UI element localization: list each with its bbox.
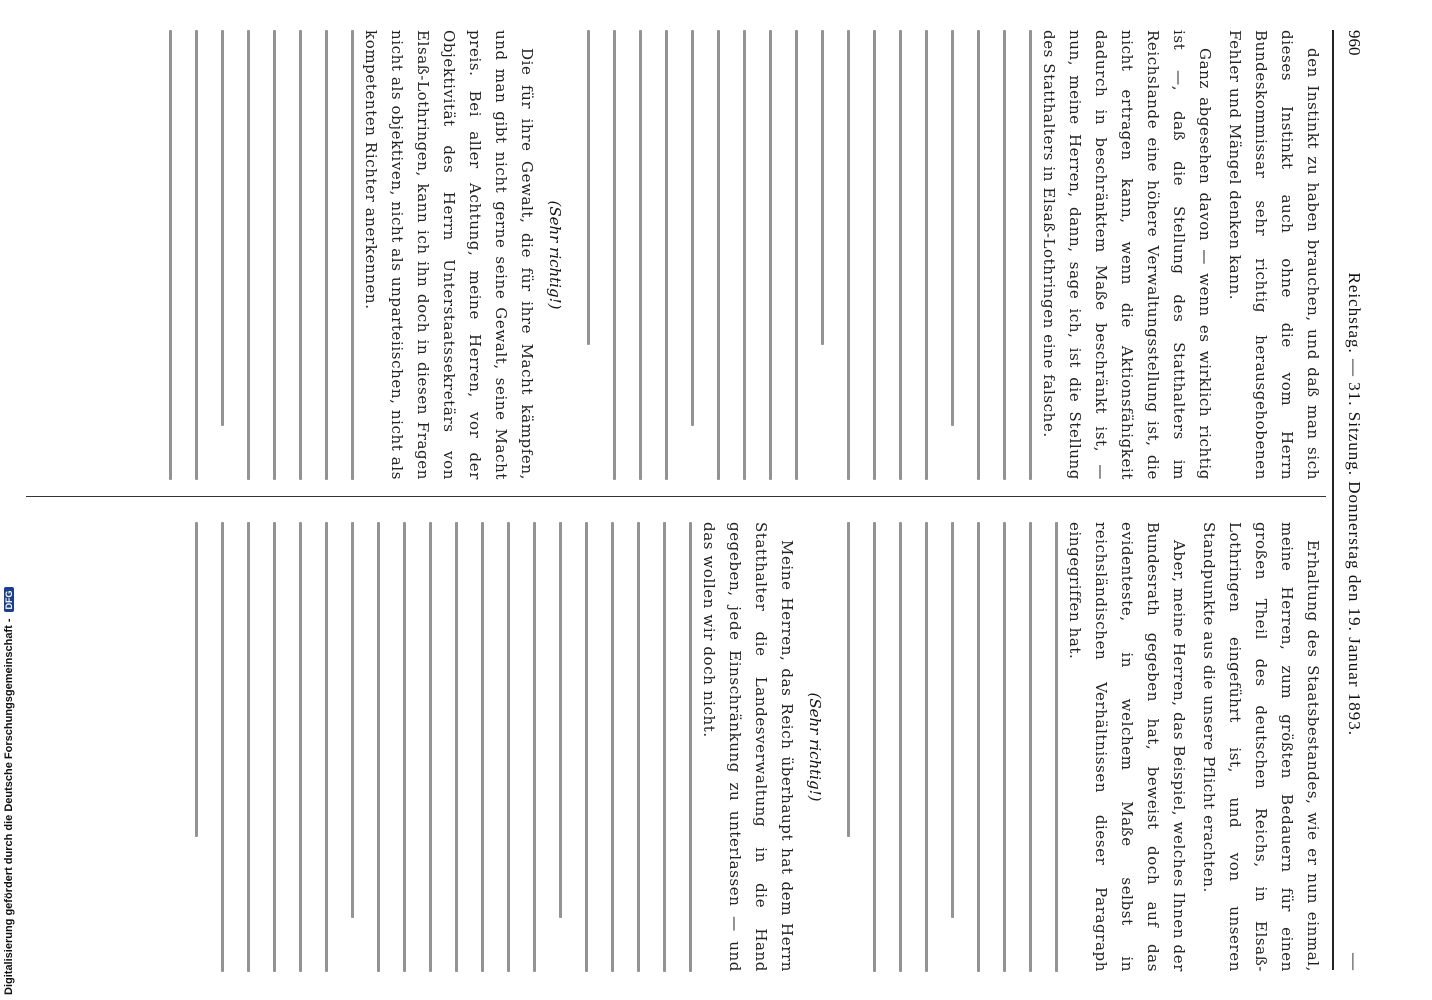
text-line [587, 30, 590, 345]
left-remark: (Sehr richtig!) [546, 200, 564, 310]
text-line [691, 30, 694, 426]
text-line [977, 522, 980, 972]
right-column [26, 522, 1326, 972]
column-divider [26, 496, 1326, 497]
running-title: Reichstag. — 31. Sitzung. Donnerstag den 19. Januar 1893. [1345, 272, 1364, 736]
right-text-lines [847, 522, 1058, 972]
text-line [951, 522, 954, 918]
text-line [899, 522, 902, 972]
text-line [403, 522, 406, 972]
text-line [899, 30, 902, 480]
text-line [977, 30, 980, 480]
text-line [585, 522, 588, 972]
left-paragraph-2: Ganz abgesehen davon — wenn es wirklich richtig ist —, daß die Stellung des Statthalters im Reichslande eine höhere Verwaltungsstellung ist, die nicht ertragen kann, wenn die Aktionsfähigkeit dadurch in beschränktem Maße beschränkt ist, — nun, meine Herren, dann, sage ich, ist die Stellung des Statthalters in Elsaß-Lothringen eine falsche. [1040, 30, 1214, 480]
text-line [1003, 30, 1006, 480]
text-line [665, 30, 668, 480]
text-line [247, 522, 250, 972]
right-paragraph-2: Aber, meine Herren, das Beispiel, welches Ihnen der Bundesrath gegeben hat, beweist doch auf das evidenteste, in welchem Maße selbst in reichsländischen Verhältnissen dieser Paragraph eingegriffen hat. [1066, 522, 1188, 972]
digitization-sidebar [0, 0, 22, 1000]
text-line [299, 30, 302, 480]
digitization-credit-text: Digitalisierung gefördert durch die Deutsche Forschungsgemeinschaft - [3, 618, 15, 995]
text-line [559, 522, 562, 918]
text-line [1029, 30, 1032, 480]
text-line [195, 522, 198, 837]
text-line [925, 30, 928, 480]
text-line [847, 522, 850, 837]
text-line [689, 522, 692, 972]
text-line [637, 522, 640, 972]
text-line [1055, 522, 1058, 972]
text-line [377, 522, 380, 972]
text-line [847, 30, 850, 480]
text-line [455, 522, 458, 972]
text-line [611, 522, 614, 972]
text-line [1029, 522, 1032, 972]
text-line [481, 522, 484, 972]
text-line [795, 30, 798, 480]
text-line [613, 30, 616, 480]
text-line [663, 522, 666, 972]
text-line [325, 30, 328, 480]
text-line [717, 30, 720, 480]
left-paragraph-1: den Instinkt zu haben brauchen, und daß man sich dieses Instinkt auch ohne die vom Herrn Bundeskommissar sehr richtig herausgehobenen Fehler und Mängel denken kann. [1226, 30, 1322, 480]
right-text-lines-2 [195, 522, 692, 972]
text-line [299, 522, 302, 972]
right-paragraph-1: Erhaltung des Staatsbestandes, wie er nun einmal, meine Herren, zum größten Bedauern für einen großen Theil des deutschen Reichs, in Elsaß-Lothringen eingeführt ist, und von unseren Standpunkte aus die unsere Pflicht erachten. [1200, 522, 1322, 972]
dfg-logo: DFG [4, 587, 14, 612]
right-paragraph-3: Meine Herren, das Reich überhaupt hat dem Herrn Statthalter die Landesverwaltung in die Hand gegeben, jede Einschränkung zu unterlassen — und das wollen wir doch nicht. [700, 522, 796, 972]
text-line [429, 522, 432, 972]
left-paragraph-3: Die für ihre Gewalt, die für ihre Macht kämpfen, und man gibt nicht gerne seine Gewalt, seine Macht preis. Bei aller Achtung, meine Herren, vor der Objektivität des Herrn Unterstaatssekretärs von Elsaß-Lothringen, kann ich ihn doch in diesen Fragen nicht als objektiven, nicht als unparteiischen, nicht als kompetenten Richter anerkennen. [362, 30, 536, 480]
text-line [769, 30, 772, 480]
text-line [873, 30, 876, 480]
text-line [273, 522, 276, 972]
left-column [26, 30, 1326, 480]
text-line [221, 522, 224, 972]
left-text-lines-2 [169, 30, 354, 480]
text-line [273, 30, 276, 480]
page-header [1332, 30, 1374, 970]
text-line [169, 30, 172, 480]
text-line [951, 30, 954, 426]
text-line [507, 522, 510, 972]
left-text-lines [587, 30, 1032, 480]
text-line [247, 30, 250, 480]
text-line [221, 30, 224, 426]
text-line [195, 30, 198, 480]
text-line [351, 30, 354, 480]
right-remark: (Sehr richtig!) [806, 692, 824, 802]
text-line [873, 522, 876, 972]
text-line [743, 30, 746, 480]
text-line [325, 522, 328, 972]
text-line [533, 522, 536, 972]
page-number: 960 [1345, 30, 1364, 56]
text-line [639, 30, 642, 480]
digitization-credit [3, 5, 15, 995]
text-line [351, 522, 354, 918]
text-line [1003, 522, 1006, 972]
header-mark: — [1345, 953, 1364, 970]
text-line [821, 30, 824, 345]
text-line [925, 522, 928, 972]
